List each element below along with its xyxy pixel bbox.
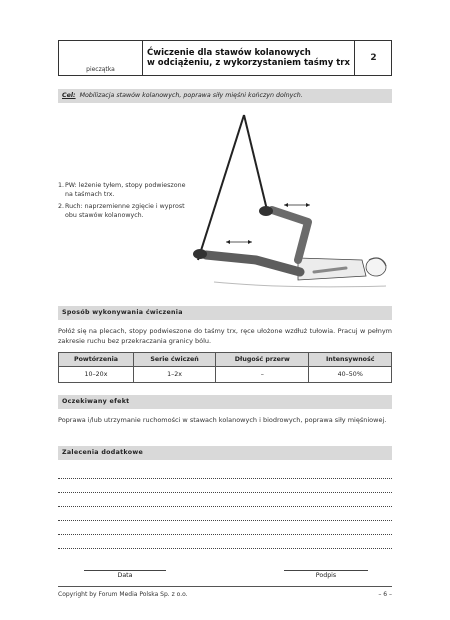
writing-line[interactable] — [58, 506, 392, 507]
writing-line[interactable] — [58, 492, 392, 493]
value-intensity: 40–50% — [309, 367, 392, 383]
recommendations-heading: Zalecenia dodatkowe — [58, 446, 392, 460]
step-item — [58, 203, 192, 220]
stamp-box — [59, 41, 143, 75]
exercise-illustration — [186, 110, 392, 300]
step-text: PW: leżenie tyłem, stopy podwieszone na taśmach trx. — [65, 182, 186, 198]
header-break-length: Długość przerw — [216, 353, 309, 367]
expected-text: Poprawa i/lub utrzymanie ruchomości w stawach kolanowych i biodrowych, poprawa siły mięśniowej. — [58, 416, 387, 424]
value-repetitions: 10–20x — [59, 367, 134, 383]
date-label: Data — [117, 572, 133, 579]
goal-text: Mobilizacja stawów kolanowych, poprawa siły mięśni kończyn dolnych. — [79, 92, 303, 99]
header-repetitions: Powtórzenia — [59, 353, 134, 367]
step-number: 2. — [58, 203, 65, 210]
writing-line[interactable] — [58, 534, 392, 535]
goal-bar — [58, 89, 392, 103]
writing-line[interactable] — [58, 478, 392, 479]
title-line-1: Ćwiczenie dla stawów kolanowych — [147, 48, 311, 58]
header-series: Serie ćwiczeń — [133, 353, 215, 367]
step-text: Ruch: naprzemienne zgięcie i wyprost obu stawów kolanowych. — [65, 203, 185, 219]
writing-line[interactable] — [58, 520, 392, 521]
date-line[interactable] — [84, 570, 166, 571]
signature-line[interactable] — [284, 570, 368, 571]
parameters-table — [58, 352, 392, 383]
value-break-length: – — [216, 367, 309, 383]
table-header-row — [59, 353, 392, 367]
title-line-2: w odciążeniu, z wykorzystaniem taśmy trx — [147, 58, 350, 68]
step-item — [58, 182, 192, 199]
footer-divider — [58, 586, 392, 587]
copyright-text: Copyright by Forum Media Polska Sp. z o.o. — [58, 591, 188, 598]
step-number: 1. — [58, 182, 65, 189]
value-series: 1–2x — [133, 367, 215, 383]
exercise-title — [143, 41, 355, 75]
exercise-steps — [58, 182, 192, 224]
method-text: Połóż się na plecach, stopy podwieszone do taśmy trx, ręce ułożone wzdłuż tułowia. Pracuj w pełnym zakresie ruchu bez przekraczania granicy bólu. — [58, 327, 392, 345]
goal-label: Cel: — [62, 92, 76, 99]
table-row — [59, 367, 392, 383]
header-intensity: Intensywność — [309, 353, 392, 367]
writing-line[interactable] — [58, 548, 392, 549]
stamp-label: pieczątka — [86, 66, 115, 73]
expected-heading: Oczekiwany efekt — [58, 395, 392, 409]
method-heading: Sposób wykonywania ćwiczenia — [58, 306, 392, 320]
page-number: – 6 – — [378, 591, 392, 598]
exercise-number: 2 — [370, 53, 377, 63]
exercise-header — [58, 40, 392, 76]
signature-label: Podpis — [315, 572, 337, 579]
